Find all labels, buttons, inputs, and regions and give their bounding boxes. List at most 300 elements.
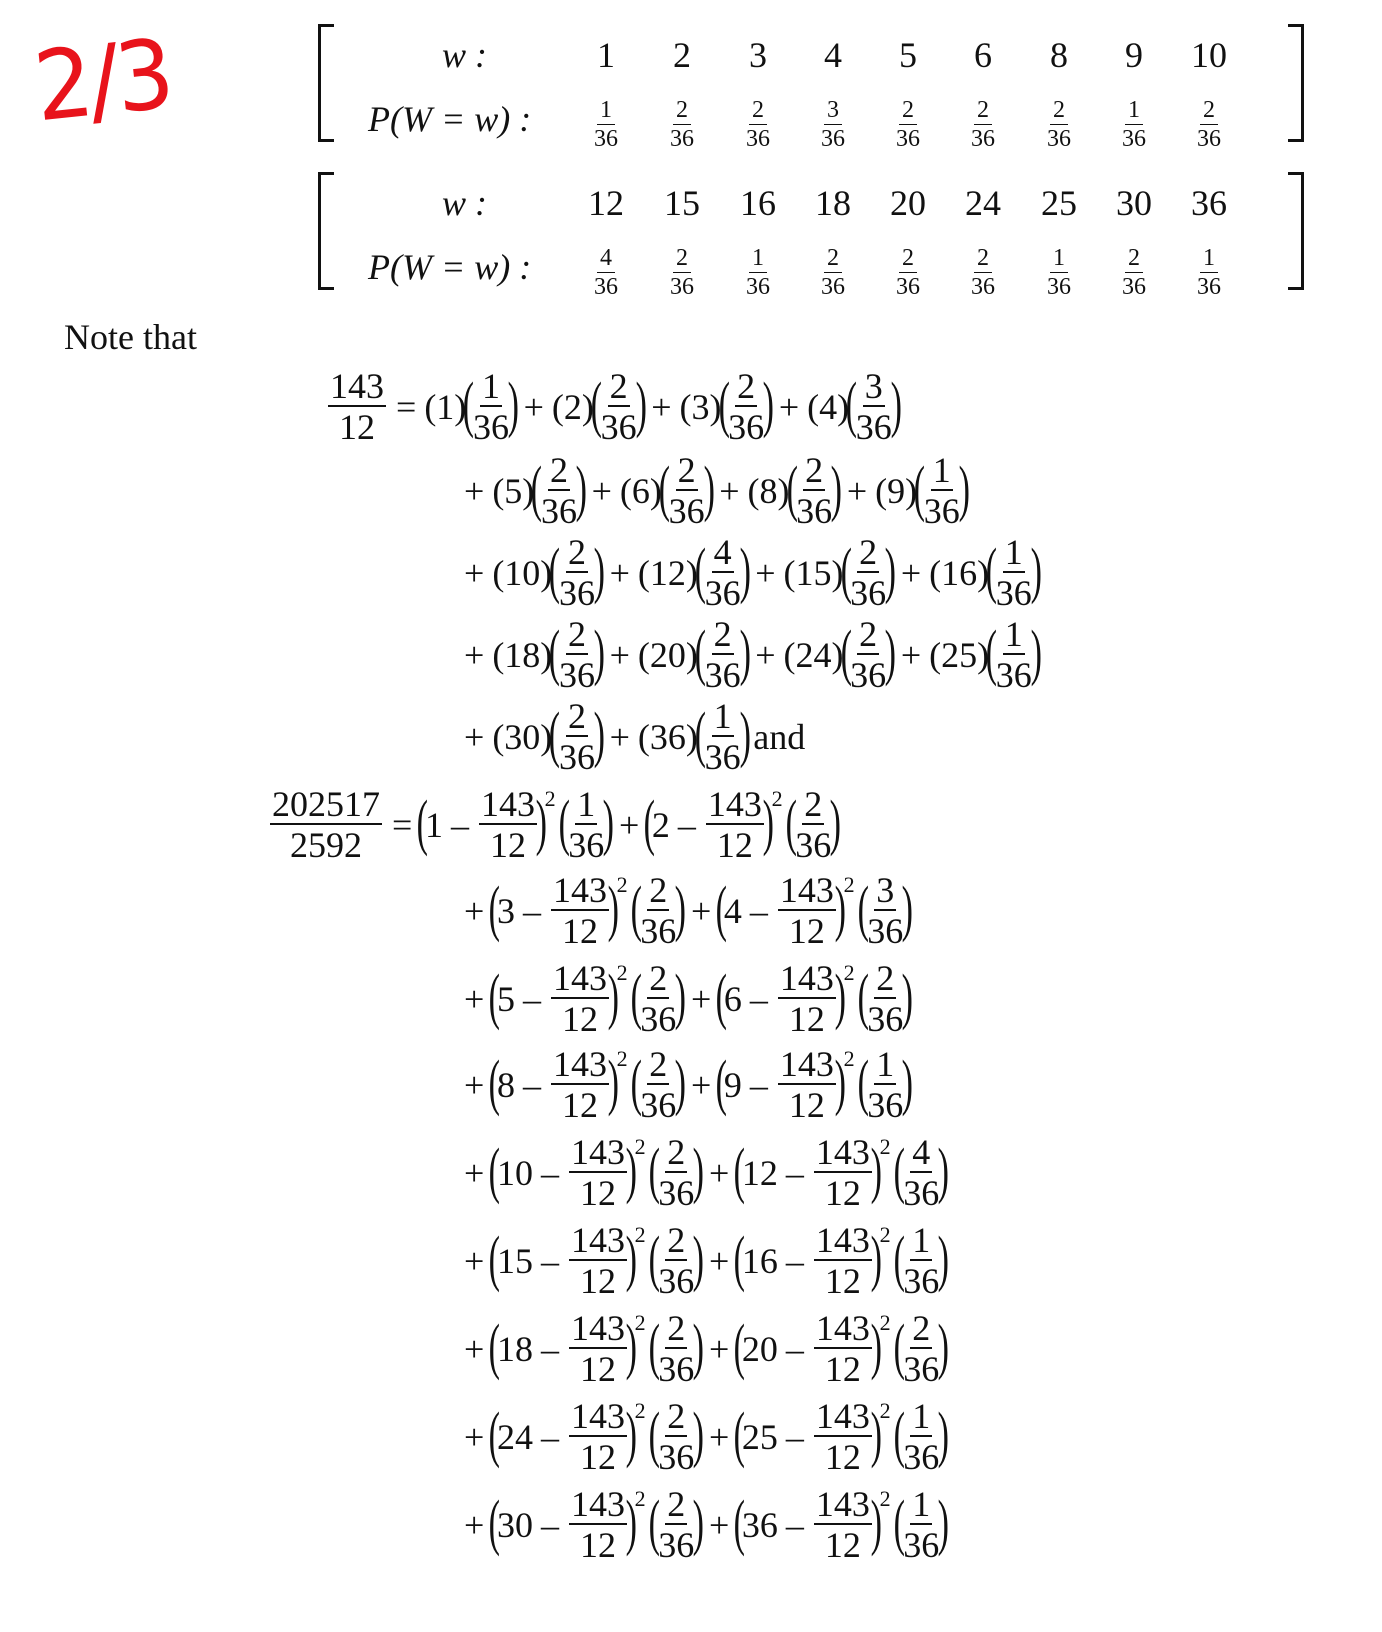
probability-fraction xyxy=(652,246,712,299)
minus-sign: – xyxy=(540,1504,559,1545)
left-paren: ( xyxy=(786,454,798,523)
w-value: 30 xyxy=(1116,183,1152,223)
numerator: 143 xyxy=(330,366,384,406)
plus-sign: + xyxy=(591,470,612,511)
mean-fraction xyxy=(706,786,764,863)
exponent: 2 xyxy=(634,1485,646,1511)
right-paren: ) xyxy=(674,1048,687,1117)
numerator: 2 xyxy=(859,614,878,654)
denominator: 36 xyxy=(658,1173,695,1213)
probability-fraction xyxy=(903,1398,939,1475)
probability-fraction xyxy=(867,872,903,949)
numerator: 1 xyxy=(932,450,951,490)
denominator: 12 xyxy=(824,1173,861,1213)
probability-fraction xyxy=(559,698,595,775)
right-paren: ) xyxy=(762,788,774,857)
w-value: 20 xyxy=(890,183,926,223)
denominator: 36 xyxy=(1197,126,1221,152)
numerator: 1 xyxy=(1004,532,1023,572)
minus-sign: – xyxy=(540,1416,559,1457)
left-paren: ( xyxy=(548,700,561,769)
exponent: 2 xyxy=(843,959,855,985)
probability-fraction xyxy=(728,246,788,299)
equation-line xyxy=(456,1484,950,1565)
probability-fraction xyxy=(878,98,938,151)
numerator: 143 xyxy=(570,1484,625,1524)
left-paren: ( xyxy=(985,618,998,687)
exponent: 2 xyxy=(879,1133,891,1159)
w-value: (1) xyxy=(424,386,467,427)
right-paren: ) xyxy=(834,962,846,1031)
denominator: 36 xyxy=(896,126,920,152)
right-paren: ) xyxy=(625,1488,637,1557)
w-value: 4 xyxy=(723,890,742,931)
right-paren: ) xyxy=(830,454,843,523)
probability-fraction xyxy=(903,1134,939,1211)
probability-fraction xyxy=(850,534,886,611)
probability-fraction xyxy=(903,1310,939,1387)
probability-fraction xyxy=(640,960,676,1037)
w-value: 4 xyxy=(824,35,842,75)
probability-fraction xyxy=(903,1222,939,1299)
probability-fraction xyxy=(878,246,938,299)
equation-line xyxy=(456,1396,950,1477)
denominator: 36 xyxy=(821,274,845,300)
minus-sign: – xyxy=(522,1064,541,1105)
left-paren: ( xyxy=(488,1312,501,1381)
denominator: 12 xyxy=(561,1085,598,1125)
left-paren: ( xyxy=(715,874,728,943)
left-paren: ( xyxy=(548,536,561,605)
plus-sign: + xyxy=(464,716,485,757)
minus-sign: – xyxy=(749,978,768,1019)
probability-fraction xyxy=(658,1486,694,1563)
probability-fraction xyxy=(658,1310,694,1387)
plus-sign: + xyxy=(719,470,740,511)
right-bracket xyxy=(1288,172,1304,290)
denominator: 12 xyxy=(579,1437,616,1477)
mean-fraction xyxy=(569,1222,627,1299)
plus-sign: + xyxy=(464,634,485,675)
plus-sign: + xyxy=(464,552,485,593)
right-paren: ) xyxy=(593,618,605,687)
right-paren: ) xyxy=(958,454,970,523)
mean-fraction xyxy=(569,1134,627,1211)
w-value: (6) xyxy=(619,470,662,511)
w-value: 10 xyxy=(1191,35,1227,75)
numerator: 1 xyxy=(577,784,596,824)
right-paren: ) xyxy=(607,874,619,943)
numerator: 2 xyxy=(912,1308,931,1348)
left-paren: ( xyxy=(733,1488,746,1557)
equation-line xyxy=(456,1220,950,1301)
numerator: 2 xyxy=(667,1396,686,1436)
exponent: 2 xyxy=(843,1045,855,1071)
mean-fraction xyxy=(814,1134,872,1211)
denominator: 36 xyxy=(658,1525,695,1565)
numerator: 2 xyxy=(667,1308,686,1348)
exponent: 2 xyxy=(544,785,556,811)
numerator: 2 xyxy=(667,1484,686,1524)
numerator: 1 xyxy=(597,98,615,125)
right-paren: ) xyxy=(870,1312,882,1381)
p-row-label: P(W = w) : xyxy=(368,99,532,139)
w-value: 15 xyxy=(664,183,700,223)
denominator: 36 xyxy=(728,407,765,447)
w-value: 6 xyxy=(974,35,992,75)
left-paren: ( xyxy=(715,1048,728,1117)
denominator: 36 xyxy=(855,407,892,447)
left-paren: ( xyxy=(488,962,501,1031)
w-value: (5) xyxy=(492,470,535,511)
probability-fraction xyxy=(728,98,788,151)
numerator: 143 xyxy=(779,870,834,910)
right-paren: ) xyxy=(692,1224,705,1293)
denominator: 36 xyxy=(867,911,904,951)
plus-sign: + xyxy=(609,552,630,593)
numerator: 2 xyxy=(567,532,586,572)
denominator: 12 xyxy=(579,1525,616,1565)
denominator: 36 xyxy=(971,126,995,152)
left-paren: ( xyxy=(718,370,730,439)
numerator: 2 xyxy=(974,98,992,125)
equation-line xyxy=(456,614,1042,695)
right-paren: ) xyxy=(834,874,846,943)
left-paren: ( xyxy=(694,700,706,769)
denominator: 12 xyxy=(579,1173,616,1213)
numerator: 2 xyxy=(649,870,668,910)
denominator: 36 xyxy=(670,126,694,152)
probability-fraction xyxy=(669,452,705,529)
numerator: 143 xyxy=(480,784,535,824)
probability-fraction xyxy=(796,452,832,529)
plus-sign: + xyxy=(708,1328,730,1369)
exponent: 2 xyxy=(634,1309,646,1335)
w-value: 8 xyxy=(1050,35,1068,75)
w-value: (18) xyxy=(492,634,553,675)
numerator: 2 xyxy=(549,450,568,490)
denominator: 12 xyxy=(579,1261,616,1301)
w-value: 5 xyxy=(899,35,917,75)
probability-fraction xyxy=(996,534,1032,611)
mean-fraction xyxy=(814,1486,872,1563)
right-paren: ) xyxy=(674,874,687,943)
probability-fraction xyxy=(541,452,577,529)
left-paren: ( xyxy=(733,1400,746,1469)
numerator: 2 xyxy=(859,532,878,572)
right-paren: ) xyxy=(829,788,842,857)
mean-fraction xyxy=(569,1486,627,1563)
numerator: 1 xyxy=(1200,246,1218,273)
plus-sign: + xyxy=(778,386,800,427)
plus-sign: + xyxy=(464,1504,485,1545)
plus-sign: + xyxy=(464,1240,485,1281)
numerator: 1 xyxy=(713,696,732,736)
denominator: 36 xyxy=(995,655,1032,695)
equation-line xyxy=(326,366,902,447)
numerator: 1 xyxy=(1004,614,1023,654)
w-value: 12 xyxy=(588,183,624,223)
right-paren: ) xyxy=(692,1312,705,1381)
w-value: 9 xyxy=(723,1064,742,1105)
denominator: 36 xyxy=(1047,126,1071,152)
denominator: 12 xyxy=(579,1349,616,1389)
w-value: 18 xyxy=(815,183,851,223)
numerator: 2 xyxy=(649,958,668,998)
probability-fraction xyxy=(856,368,892,445)
minus-sign: – xyxy=(785,1328,804,1369)
left-paren: ( xyxy=(840,618,852,687)
minus-sign: – xyxy=(540,1240,559,1281)
w-value: (30) xyxy=(492,716,553,757)
right-paren: ) xyxy=(834,1048,846,1117)
probability-fraction xyxy=(924,452,960,529)
probability-fraction xyxy=(652,98,712,151)
mean-fraction xyxy=(569,1310,627,1387)
right-paren: ) xyxy=(535,788,547,857)
left-paren: ( xyxy=(840,536,852,605)
plus-sign: + xyxy=(523,386,544,427)
right-paren: ) xyxy=(692,1400,705,1469)
equals-sign: = xyxy=(392,804,413,845)
denominator: 36 xyxy=(850,573,887,613)
probability-fraction xyxy=(1104,246,1164,299)
left-bracket xyxy=(318,24,334,142)
w-value: 10 xyxy=(496,1152,533,1193)
denominator: 36 xyxy=(558,655,595,695)
exponent: 2 xyxy=(879,1309,891,1335)
denominator: 12 xyxy=(489,825,526,865)
numerator: 4 xyxy=(597,246,615,273)
plus-sign: + xyxy=(464,1064,485,1105)
probability-fraction xyxy=(953,98,1013,151)
left-paren: ( xyxy=(733,1312,746,1381)
numerator: 143 xyxy=(552,958,607,998)
numerator: 143 xyxy=(707,784,762,824)
probability-fraction xyxy=(1104,98,1164,151)
left-paren: ( xyxy=(648,1136,660,1205)
w-value: 2 xyxy=(651,804,670,845)
left-paren: ( xyxy=(488,1488,501,1557)
left-paren: ( xyxy=(558,788,570,857)
w-row-label: w : xyxy=(442,35,487,75)
minus-sign: – xyxy=(677,804,696,845)
numerator: 2 xyxy=(609,366,628,406)
w-value: 36 xyxy=(741,1504,778,1545)
left-paren: ( xyxy=(893,1400,905,1469)
probability-fraction xyxy=(1179,98,1239,151)
denominator: 36 xyxy=(668,491,705,531)
numerator: 143 xyxy=(815,1308,870,1348)
denominator: 12 xyxy=(824,1525,861,1565)
plus-sign: + xyxy=(900,634,922,675)
denominator: 2592 xyxy=(290,825,362,865)
left-paren: ( xyxy=(643,788,656,857)
numerator: 2 xyxy=(1050,98,1068,125)
right-paren: ) xyxy=(625,1312,637,1381)
w-value: (24) xyxy=(783,634,844,675)
denominator: 36 xyxy=(746,274,770,300)
denominator: 12 xyxy=(788,999,825,1039)
exponent: 2 xyxy=(771,785,783,811)
left-paren: ( xyxy=(857,1048,869,1117)
w-value: (20) xyxy=(637,634,698,675)
left-paren: ( xyxy=(893,1488,905,1557)
probability-fraction xyxy=(903,1486,939,1563)
denominator: 36 xyxy=(594,274,618,300)
minus-sign: – xyxy=(749,1064,768,1105)
numerator: 143 xyxy=(570,1396,625,1436)
numerator: 143 xyxy=(570,1220,625,1260)
minus-sign: – xyxy=(785,1416,804,1457)
w-value: 16 xyxy=(741,1240,778,1281)
plus-sign: + xyxy=(618,804,640,845)
left-paren: ( xyxy=(462,370,475,439)
denominator: 12 xyxy=(824,1437,861,1477)
numerator: 2 xyxy=(749,98,767,125)
probability-fraction xyxy=(559,534,595,611)
w-value: 30 xyxy=(496,1504,533,1545)
probability-fraction xyxy=(576,98,636,151)
numerator: 1 xyxy=(912,1484,931,1524)
plus-sign: + xyxy=(464,1416,485,1457)
probability-fraction xyxy=(705,534,741,611)
minus-sign: – xyxy=(785,1240,804,1281)
exponent: 2 xyxy=(634,1133,646,1159)
probability-fraction xyxy=(705,616,741,693)
denominator: 36 xyxy=(600,407,637,447)
mean-fraction xyxy=(814,1222,872,1299)
note-text: Note that xyxy=(64,317,197,357)
denominator: 12 xyxy=(824,1261,861,1301)
right-paren: ) xyxy=(884,536,897,605)
mean-fraction xyxy=(814,1398,872,1475)
left-paren: ( xyxy=(893,1312,905,1381)
left-paren: ( xyxy=(658,454,670,523)
plus-sign: + xyxy=(464,890,485,931)
left-paren: ( xyxy=(985,536,998,605)
probability-fraction xyxy=(1029,246,1089,299)
w-value: 6 xyxy=(723,978,742,1019)
left-paren: ( xyxy=(630,1048,642,1117)
w-value: 8 xyxy=(496,1064,515,1105)
numerator: 4 xyxy=(713,532,732,572)
left-paren: ( xyxy=(648,1224,660,1293)
plus-sign: + xyxy=(464,1152,485,1193)
left-paren: ( xyxy=(648,1488,660,1557)
mean-fraction xyxy=(479,786,537,863)
mean-fraction xyxy=(778,1046,836,1123)
denominator: 36 xyxy=(795,825,832,865)
right-paren: ) xyxy=(870,1488,882,1557)
plus-sign: + xyxy=(651,386,672,427)
left-bracket xyxy=(318,172,334,290)
left-paren: ( xyxy=(913,454,926,523)
equation-line xyxy=(456,870,914,951)
left-paren: ( xyxy=(488,1224,501,1293)
w-row-label: w : xyxy=(442,183,487,223)
right-paren: ) xyxy=(593,536,605,605)
denominator: 36 xyxy=(850,655,887,695)
probability-fraction xyxy=(850,616,886,693)
plus-sign: + xyxy=(755,552,776,593)
mean-fraction xyxy=(814,1310,872,1387)
denominator: 36 xyxy=(903,1261,940,1301)
plus-sign: + xyxy=(464,1328,485,1369)
left-paren: ( xyxy=(857,874,869,943)
numerator: 2 xyxy=(1200,98,1218,125)
mean-fraction xyxy=(551,960,609,1037)
denominator: 36 xyxy=(704,655,741,695)
probability-fraction xyxy=(658,1134,694,1211)
plus-sign: + xyxy=(464,978,485,1019)
w-value: 5 xyxy=(496,978,515,1019)
denominator: 36 xyxy=(903,1437,940,1477)
exponent: 2 xyxy=(879,1397,891,1423)
left-paren: ( xyxy=(488,1136,501,1205)
left-paren: ( xyxy=(630,962,642,1031)
exponent: 2 xyxy=(879,1485,891,1511)
probability-fraction xyxy=(705,698,741,775)
denominator: 36 xyxy=(704,573,741,613)
numerator: 2 xyxy=(876,958,895,998)
equation-line xyxy=(268,784,842,865)
w-value: 9 xyxy=(1125,35,1143,75)
plus-sign: + xyxy=(708,1152,730,1193)
right-paren: ) xyxy=(937,1488,950,1557)
numerator: 143 xyxy=(779,958,834,998)
right-paren: ) xyxy=(870,1224,882,1293)
numerator: 2 xyxy=(737,366,756,406)
denominator: 12 xyxy=(561,911,598,951)
numerator: 2 xyxy=(899,246,917,273)
equation-line xyxy=(456,698,805,775)
w-value: 18 xyxy=(496,1328,533,1369)
w-value: 3 xyxy=(496,890,515,931)
minus-sign: – xyxy=(522,978,541,1019)
w-value: 2 xyxy=(673,35,691,75)
probability-fraction xyxy=(867,960,903,1037)
right-paren: ) xyxy=(607,962,619,1031)
probability-fraction xyxy=(728,368,764,445)
denominator: 36 xyxy=(658,1437,695,1477)
denominator: 36 xyxy=(1122,274,1146,300)
numerator: 2 xyxy=(667,1132,686,1172)
numerator: 3 xyxy=(864,366,883,406)
and-text: and xyxy=(753,716,806,757)
left-paren: ( xyxy=(488,1400,501,1469)
numerator: 2 xyxy=(1125,246,1143,273)
plus-sign: + xyxy=(690,978,712,1019)
mean-fraction xyxy=(569,1398,627,1475)
w-value: (15) xyxy=(783,552,844,593)
right-paren: ) xyxy=(901,962,914,1031)
right-paren: ) xyxy=(762,370,775,439)
exponent: 2 xyxy=(843,871,855,897)
denominator: 12 xyxy=(788,911,825,951)
probability-fraction xyxy=(473,368,509,445)
left-paren: ( xyxy=(530,454,543,523)
denominator: 36 xyxy=(558,737,595,777)
numerator: 1 xyxy=(912,1396,931,1436)
mean-fraction xyxy=(551,1046,609,1123)
w-value: (12) xyxy=(637,552,698,593)
probability-fraction xyxy=(996,616,1032,693)
variance-lhs-fraction xyxy=(270,786,382,863)
w-value: (2) xyxy=(551,386,594,427)
denominator: 36 xyxy=(923,491,960,531)
numerator: 143 xyxy=(815,1220,870,1260)
